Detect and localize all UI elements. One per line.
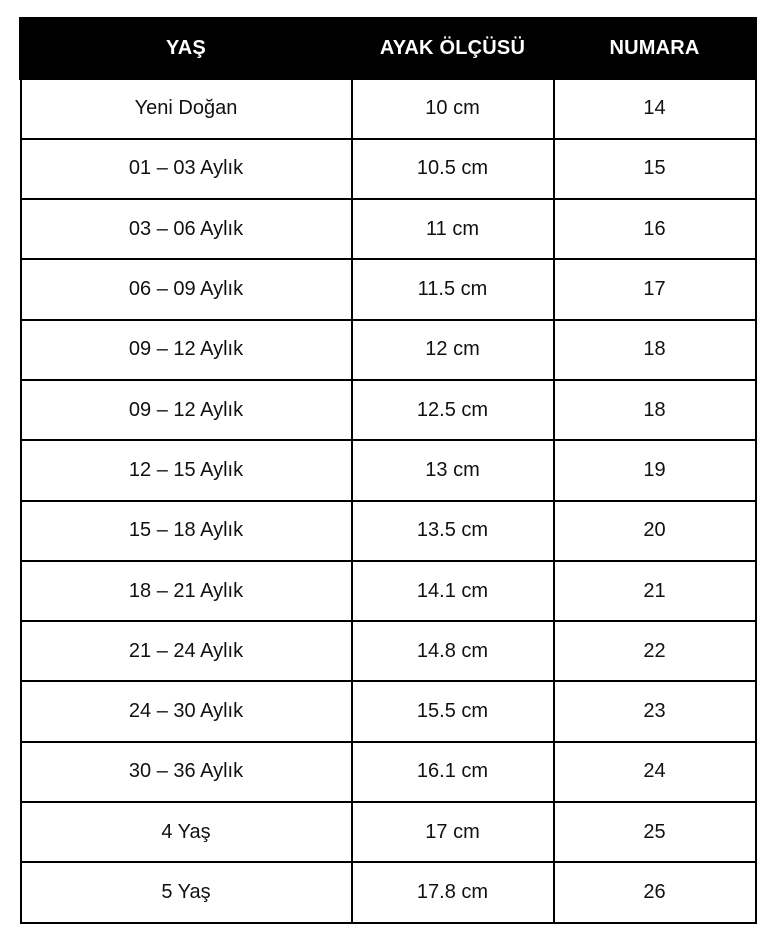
table-row: [21, 862, 756, 922]
age-cell: 09 – 12 Aylık: [21, 320, 352, 380]
shoe-number-cell: 14: [554, 79, 756, 139]
foot-length-cell: 16.1 cm: [352, 742, 554, 802]
foot-length-cell: 17.8 cm: [352, 862, 554, 922]
header-foot-length: AYAK ÖLÇÜSÜ: [352, 19, 554, 79]
shoe-number-cell: 18: [554, 320, 756, 380]
header-age: YAŞ: [21, 19, 352, 79]
foot-length-cell: 10 cm: [352, 79, 554, 139]
age-cell: 06 – 09 Aylık: [21, 259, 352, 319]
table-row: [21, 320, 756, 380]
table-row: [21, 681, 756, 741]
age-cell: 30 – 36 Aylık: [21, 742, 352, 802]
foot-length-cell: 11 cm: [352, 199, 554, 259]
table-row: [21, 621, 756, 681]
shoe-number-cell: 15: [554, 139, 756, 199]
age-cell: 15 – 18 Aylık: [21, 501, 352, 561]
shoe-number-cell: 18: [554, 380, 756, 440]
shoe-number-cell: 20: [554, 501, 756, 561]
foot-length-cell: 12.5 cm: [352, 380, 554, 440]
shoe-number-cell: 16: [554, 199, 756, 259]
foot-length-cell: 14.1 cm: [352, 561, 554, 621]
table-row: [21, 199, 756, 259]
age-cell: 03 – 06 Aylık: [21, 199, 352, 259]
table-row: [21, 501, 756, 561]
age-cell: 4 Yaş: [21, 802, 352, 862]
shoe-number-cell: 25: [554, 802, 756, 862]
table-row: [21, 79, 756, 139]
shoe-number-cell: 26: [554, 862, 756, 922]
shoe-number-cell: 19: [554, 440, 756, 500]
shoe-number-cell: 24: [554, 742, 756, 802]
age-cell: 21 – 24 Aylık: [21, 621, 352, 681]
table-row: [21, 139, 756, 199]
age-cell: Yeni Doğan: [21, 79, 352, 139]
age-cell: 18 – 21 Aylık: [21, 561, 352, 621]
table-row: [21, 380, 756, 440]
age-cell: 5 Yaş: [21, 862, 352, 922]
foot-length-cell: 13 cm: [352, 440, 554, 500]
shoe-number-cell: 22: [554, 621, 756, 681]
table-body: [21, 79, 756, 923]
shoe-number-cell: 21: [554, 561, 756, 621]
shoe-size-table: [19, 17, 757, 924]
foot-length-cell: 12 cm: [352, 320, 554, 380]
shoe-number-cell: 17: [554, 259, 756, 319]
table-row: [21, 561, 756, 621]
age-cell: 12 – 15 Aylık: [21, 440, 352, 500]
age-cell: 09 – 12 Aylık: [21, 380, 352, 440]
table-row: [21, 440, 756, 500]
age-cell: 24 – 30 Aylık: [21, 681, 352, 741]
foot-length-cell: 14.8 cm: [352, 621, 554, 681]
shoe-number-cell: 23: [554, 681, 756, 741]
header-shoe-number: NUMARA: [554, 19, 756, 79]
table-row: [21, 259, 756, 319]
table-row: [21, 802, 756, 862]
foot-length-cell: 13.5 cm: [352, 501, 554, 561]
header-row: [21, 19, 756, 79]
age-cell: 01 – 03 Aylık: [21, 139, 352, 199]
foot-length-cell: 17 cm: [352, 802, 554, 862]
foot-length-cell: 11.5 cm: [352, 259, 554, 319]
foot-length-cell: 10.5 cm: [352, 139, 554, 199]
table-header: [21, 19, 756, 79]
table-row: [21, 742, 756, 802]
foot-length-cell: 15.5 cm: [352, 681, 554, 741]
